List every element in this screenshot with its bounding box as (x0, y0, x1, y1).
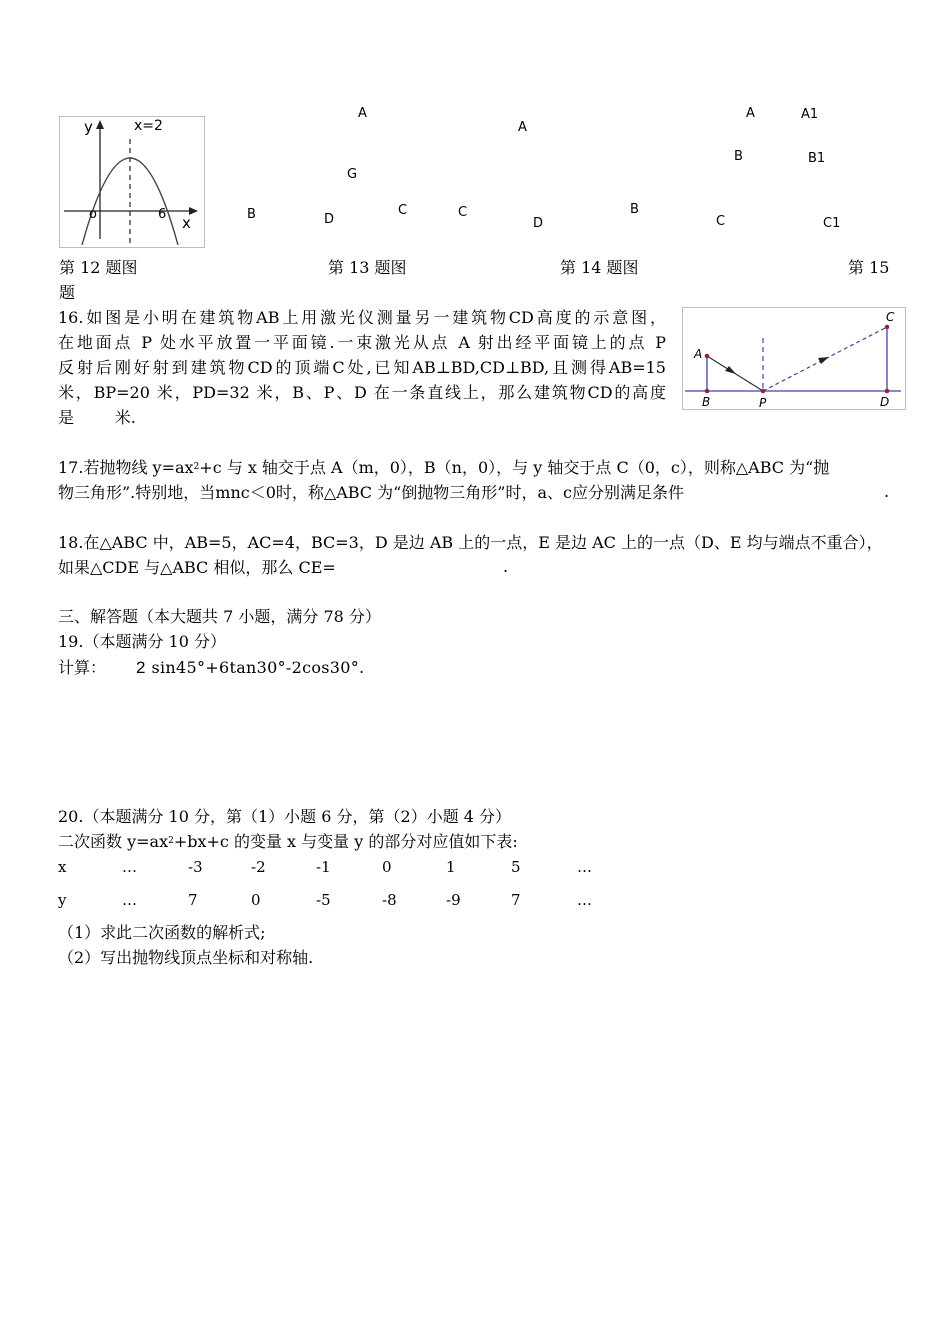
q20-part-1: （1）求此二次函数的解析式; (58, 923, 266, 942)
fig14-label-c: C (458, 205, 468, 220)
table-y-8: … (577, 891, 592, 909)
caption-fig15-cont: 题 (59, 283, 76, 302)
q17-line2-end: . (884, 482, 890, 501)
q16-line-1: 16.如图是小明在建筑物AB上用激光仪测量另一建筑物CD高度的示意图， (58, 308, 666, 327)
q18-line-2: 如果△CDE 与△ABC 相似，那么 CE= (58, 558, 336, 577)
q17-line-2 (58, 480, 898, 505)
fig12-axis-label: x=2 (134, 118, 163, 134)
q16-line-4: 米，BP=20 米，PD=32 米，B、P、D 在一条直线上，那么建筑物CD的高度 (58, 383, 666, 402)
table-x-6: 1 (446, 858, 456, 876)
caption-fig14: 第 14 题图 (560, 258, 639, 277)
fig16-label-c: C (886, 310, 895, 324)
table-y-5: -8 (382, 891, 397, 909)
q16-line-2: 在地面点 P 处水平放置一平面镜.一束激光从点 A 射出经平面镜上的点 P (58, 333, 666, 352)
q20-intro-before: 二次函数 y=ax (58, 832, 169, 851)
table-x-2: -3 (188, 858, 203, 876)
table-x-3: -2 (251, 858, 266, 876)
q19-expression: sin45°+6tan30°-2cos30°. (151, 658, 365, 677)
fig15-label-a: A (746, 106, 755, 121)
fig14-label-a: A (518, 120, 527, 135)
q16-line-5: 是 米. (58, 408, 136, 427)
fig13-label-c: C (398, 203, 408, 218)
table-y-1: … (122, 891, 137, 909)
table-y-6: -9 (446, 891, 461, 909)
fig15-label-c1: C1 (823, 216, 841, 231)
caption-fig12: 第 12 题图 (59, 258, 138, 277)
table-x-8: … (577, 858, 592, 876)
fig12-origin-label: o (89, 207, 97, 222)
q19-coefficient: 2 (136, 658, 146, 677)
table-y-0: y (58, 891, 67, 909)
fig15-label-a1: A1 (801, 107, 819, 122)
fig13-label-b: B (247, 207, 256, 222)
q19-body (58, 655, 898, 680)
q20-header: 20.（本题满分 10 分，第（1）小题 6 分，第（2）小题 4 分） (58, 807, 512, 826)
table-x-7: 5 (511, 858, 521, 876)
q17-line1-after: +c 与 x 轴交于点 A（m，0），B（n，0），与 y 轴交于点 C（0，c），则称△ABC 为“抛 (199, 458, 830, 477)
q17-line2-text: 物三角形”.特别地，当mnc＜0时，称△ABC 为“倒抛物三角形”时，a、c应分别满足条件 (58, 483, 684, 502)
q16-line-3: 反射后刚好射到建筑物CD的顶端C处,已知AB⊥BD,CD⊥BD,且测得AB=15 (58, 358, 666, 377)
section-3-heading: 三、解答题（本大题共 7 小题，满分 78 分） (58, 607, 381, 626)
q17-line-1 (58, 455, 898, 480)
table-x-4: -1 (316, 858, 331, 876)
fig13-label-g: G (347, 167, 358, 182)
fig13-label-a: A (358, 106, 367, 121)
table-y-4: -5 (316, 891, 331, 909)
fig15-label-b: B (734, 149, 743, 164)
q20-part-2: （2）写出抛物线顶点坐标和对称轴. (58, 948, 314, 967)
fig16-label-d: D (880, 395, 890, 409)
fig12-y-label: y (84, 118, 93, 136)
fig16-label-p: P (759, 396, 767, 410)
fig16-label-a: A (694, 347, 703, 361)
fig13-label-d: D (324, 212, 335, 227)
laser-diagram (683, 308, 905, 409)
caption-fig15: 第 15 (848, 258, 890, 277)
fig15-label-b1: B1 (808, 151, 826, 166)
table-y-3: 0 (251, 891, 261, 909)
table-y-7: 7 (511, 891, 521, 909)
q18-line-1: 18.在△ABC 中，AB=5，AC=4，BC=3，D 是边 AB 上的一点，E 是边 AC 上的一点（D、E 均与端点不重合）， (58, 533, 883, 552)
fig15-label-c: C (716, 214, 726, 229)
fig14-label-b: B (630, 202, 639, 217)
fig14-label-d: D (533, 216, 544, 231)
fig12-root-label: 6 (158, 207, 167, 222)
q18-line2-end: . (503, 557, 509, 576)
q20-intro (58, 829, 898, 854)
q17-line1-before: 17.若抛物线 y=ax (58, 458, 194, 477)
table-x-0: x (58, 858, 67, 876)
table-x-5: 0 (382, 858, 392, 876)
q17-line1-sup: 2 (193, 462, 200, 472)
figure-12-parabola (59, 116, 205, 248)
fig16-label-b: B (702, 395, 711, 409)
q20-intro-sup: 2 (168, 836, 174, 846)
table-y-2: 7 (188, 891, 198, 909)
figure-16-laser (682, 307, 906, 410)
fig12-x-label: x (182, 214, 191, 232)
q19-header: 19.（本题满分 10 分） (58, 632, 226, 651)
q19-prefix: 计算： (58, 658, 107, 677)
caption-fig13: 第 13 题图 (328, 258, 407, 277)
q20-intro-after: +bx+c 的变量 x 与变量 y 的部分对应值如下表: (173, 832, 518, 851)
table-x-1: … (122, 858, 137, 876)
